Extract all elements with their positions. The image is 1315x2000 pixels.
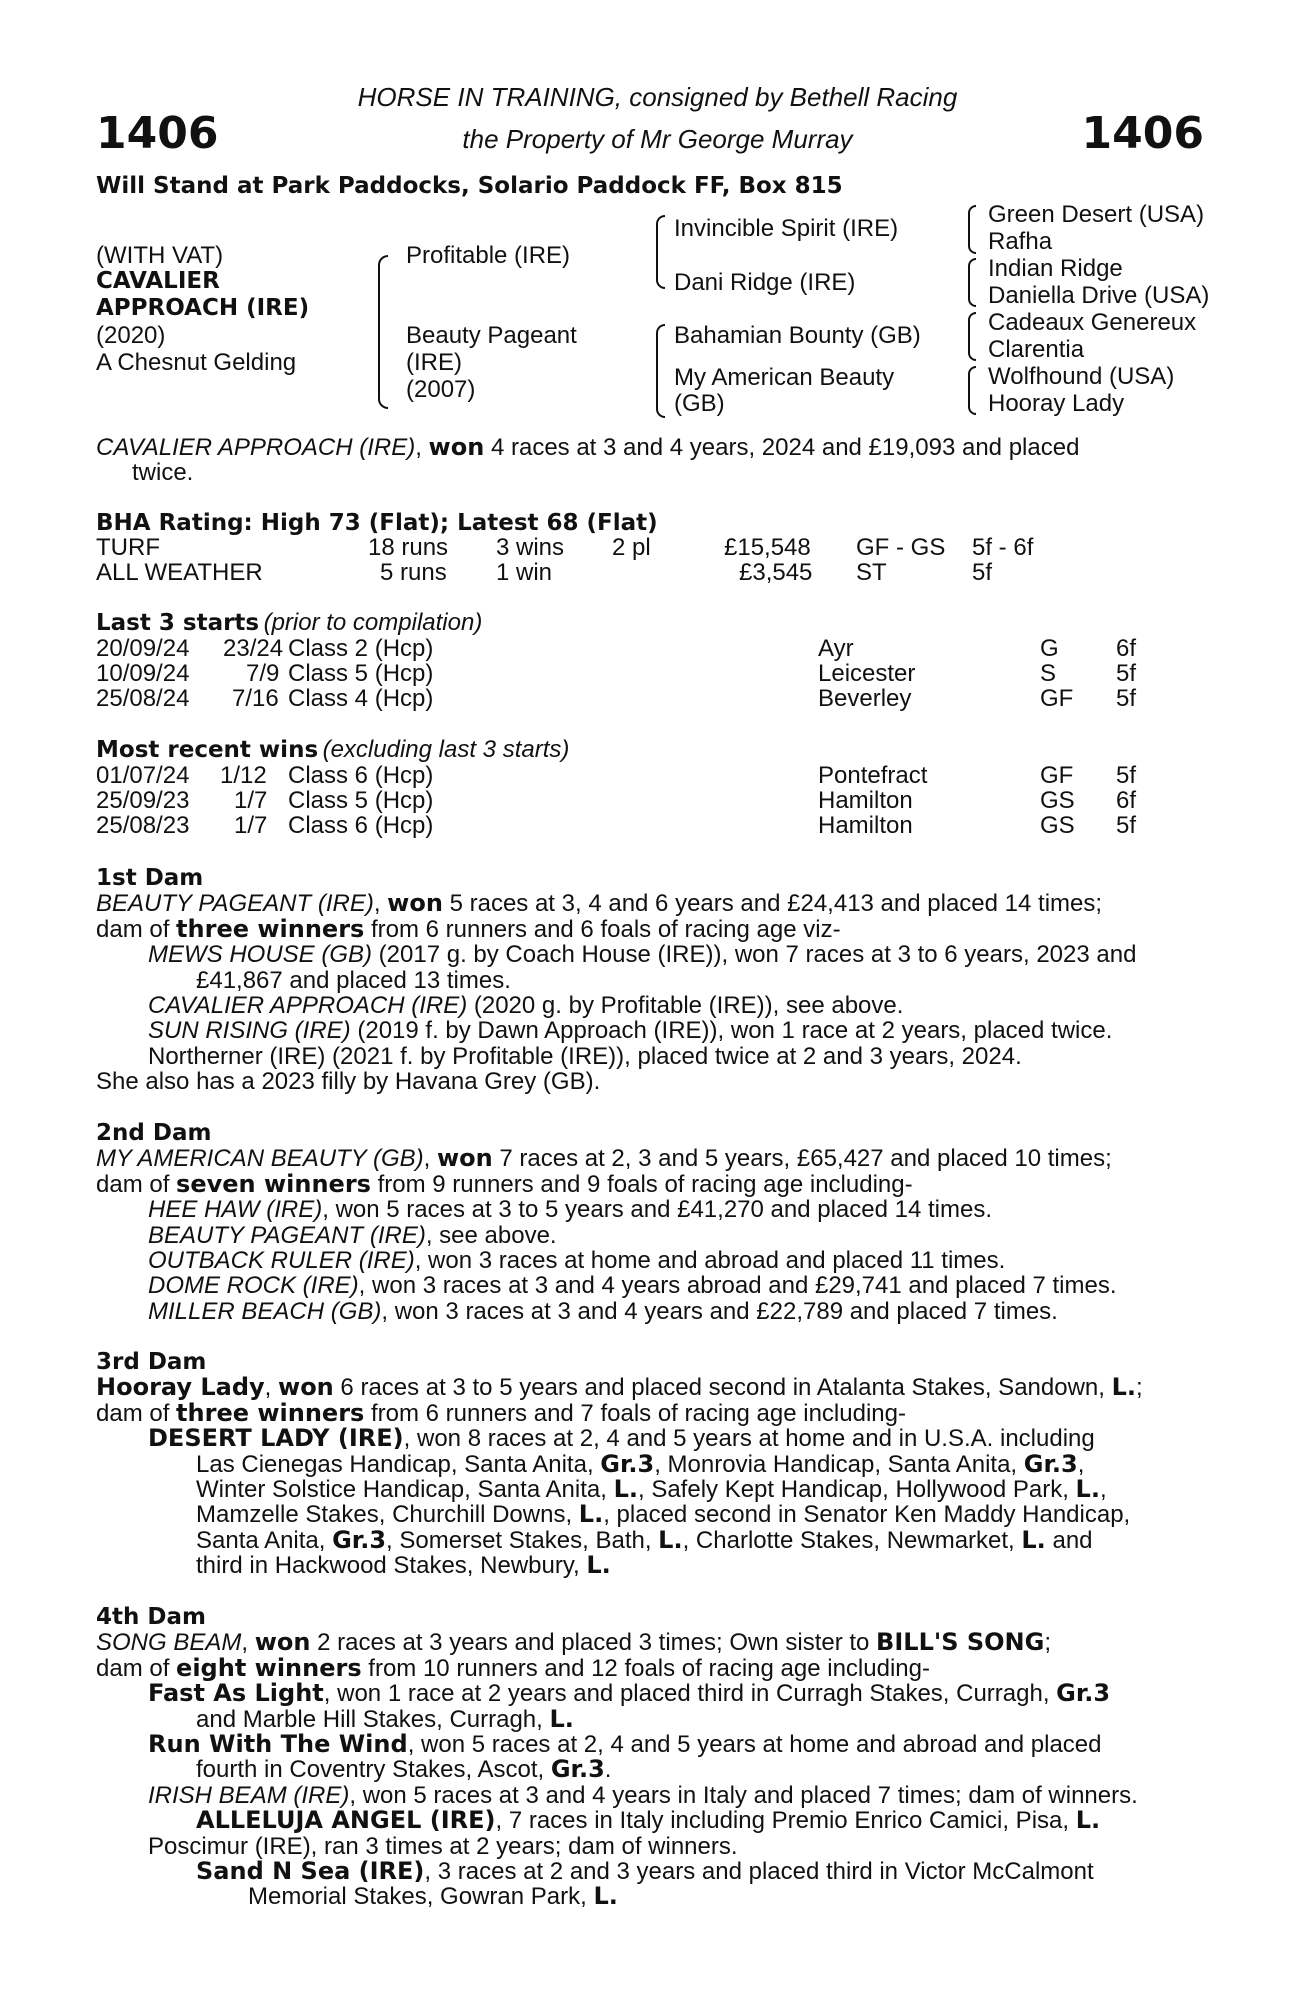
text: from 6 runners and 7 foals of racing age including- xyxy=(364,1399,906,1427)
lot-number-left: 1406 xyxy=(96,108,219,159)
race-course: Pontefract xyxy=(818,762,928,789)
pedigree-dds: Wolfhound (USA) xyxy=(988,363,1175,390)
progeny-record: (2017 g. by Coach House (IRE)), won 7 races at 3 to 6 years, 2023 and xyxy=(372,941,1137,969)
race-position: 23/24 xyxy=(223,635,284,662)
dam-note: She also has a 2023 filly by Havana Grey (GB). xyxy=(96,1068,601,1096)
progeny-record: , won 8 races at 2, 4 and 5 years at home and in U.S.A. including xyxy=(403,1425,1095,1453)
race-course: Ayr xyxy=(818,635,854,662)
pedigree-sire-dam: Dani Ridge (IRE) xyxy=(674,269,856,296)
bha-surface: TURF xyxy=(96,534,160,561)
progeny-name: MEWS HOUSE (GB) xyxy=(148,941,373,969)
race-date: 25/09/23 xyxy=(96,787,190,814)
progeny-name: CAVALIER APPROACH (IRE) xyxy=(148,992,468,1020)
progeny-record: , won 3 races at home and abroad and placed 11 times. xyxy=(414,1247,1006,1275)
pedigree-dam-sire: Bahamian Bounty (GB) xyxy=(674,322,921,349)
listed-tag: L. xyxy=(1075,1475,1100,1504)
pedigree-ddd: Hooray Lady xyxy=(988,390,1125,417)
text: dam of xyxy=(96,1170,177,1198)
race-date: 01/07/24 xyxy=(96,762,190,789)
grade-tag: Gr.3 xyxy=(550,1755,605,1784)
text: Las Cienegas Handicap, Santa Anita, xyxy=(196,1450,601,1478)
progeny-name: Sand N Sea (IRE) xyxy=(196,1857,425,1886)
progeny-name: OUTBACK RULER (IRE) xyxy=(148,1247,415,1275)
race-class: Class 2 (Hcp) xyxy=(288,635,434,662)
winners-count: three winners xyxy=(176,914,365,943)
race-class: Class 4 (Hcp) xyxy=(288,685,434,712)
text: and Marble Hill Stakes, Curragh, xyxy=(196,1705,550,1733)
listed-tag: L. xyxy=(1111,1373,1137,1402)
progeny-record: , won 5 races at 3 and 4 years in Italy and placed 7 times; dam of winners. xyxy=(349,1781,1138,1809)
progeny-record: , see above. xyxy=(425,1221,557,1249)
bha-going: GF - GS xyxy=(856,534,946,561)
race-date: 10/09/24 xyxy=(96,660,190,687)
listed-tag: L. xyxy=(586,1551,611,1580)
progeny-name: ALLELUJA ANGEL (IRE) xyxy=(196,1806,496,1835)
pedigree-dam-3: (2007) xyxy=(406,376,476,403)
text: dam of xyxy=(96,1654,177,1682)
summary-paragraph: CAVALIER APPROACH (IRE), won 4 races at 3 and 4 years, 2024 and £19,093 and placed twice. xyxy=(96,435,1206,486)
text: dam of xyxy=(96,915,177,943)
bha-distance: 5f - 6f xyxy=(972,534,1034,561)
pedigree-sdd: Daniella Drive (USA) xyxy=(988,282,1210,309)
text: , Safely Kept Handicap, Hollywood Park, xyxy=(637,1476,1076,1504)
race-distance: 5f xyxy=(1116,812,1137,839)
property-line: the Property of Mr George Murray xyxy=(462,124,853,154)
grade-tag: Gr.3 xyxy=(600,1449,655,1478)
horse-name-2: APPROACH (IRE) xyxy=(96,295,310,321)
race-distance: 6f xyxy=(1116,787,1137,814)
dam-name: BEAUTY PAGEANT (IRE) xyxy=(96,890,374,918)
pedigree-brace-2a xyxy=(656,215,665,289)
last3-heading-row xyxy=(96,610,482,636)
race-going: S xyxy=(1040,660,1057,687)
bha-placed: 2 pl xyxy=(612,534,651,561)
pedigree-brace-2b xyxy=(656,324,665,418)
fourth-dam-section: 4th Dam SONG BEAM, won 2 races at 3 years and placed 3 times; Own sister to BILL'S SONG; dam of eight winners from 10 runners and 12 foals of racing age including- Fast As Light, won 1 race at 2 years and placed third in Curragh Stakes, Curragh, Gr.3 and Marble Hill Stakes, Curragh, L. Run With The Wind, won 5 races at 2, 4 and 5 years at home and abroad and placed fourth in Coventry Stakes, Ascot, Gr.3. IRISH BEAM (IRE), won 5 races at 3 and 4 years in Italy and placed 7 times; dam of winners. ALLELUJA ANGEL (IRE), 7 races in Italy including Premio Enrico Camici, Pisa, L. Poscimur (IRE), ran 3 times at 2 years; dam of winners. Sand N Sea (IRE), 3 races at 2 and 3 years and placed third in Victor McCalmont Memorial Stakes, Gowran Park, L. xyxy=(96,1605,1206,1910)
pedigree-sire-sire: Invincible Spirit (IRE) xyxy=(674,215,899,242)
first-dam-section: 1st Dam BEAUTY PAGEANT (IRE), won 5 races at 3, 4 and 6 years and £24,413 and placed 14 times; dam of three winners from 6 runners and 6 foals of racing age viz- MEWS HOUSE (GB) (2017 g. by Coach House (IRE)), won 7 races at 3 to 6 years, 2023 and £41,867 and placed 13 times. CAVALIER APPROACH (IRE) (2020 g. by Profitable (IRE)), see above. SUN RISING (IRE) (2019 f. by Dawn Approach (IRE)), won 1 race at 2 years, placed twice. Northerner (IRE) (2021 f. by Profitable (IRE)), placed twice at 2 and 3 years, 2024. She also has a 2023 filly by Havana Grey (GB). xyxy=(96,866,1206,1095)
recent-heading: Most recent wins xyxy=(96,737,319,763)
race-date: 25/08/24 xyxy=(96,685,190,712)
pedigree-dam-dam-2: (GB) xyxy=(674,390,725,417)
race-class: Class 5 (Hcp) xyxy=(288,660,434,687)
race-going: GF xyxy=(1040,762,1074,789)
bha-prize: £15,548 xyxy=(724,534,811,561)
race-course: Hamilton xyxy=(818,787,913,814)
race-position: 1/7 xyxy=(234,812,268,839)
dam-record: 5 races at 3, 4 and 6 years and £24,413 and placed 14 times; xyxy=(442,890,1103,918)
race-distance: 5f xyxy=(1116,762,1137,789)
summary-horse-name: CAVALIER APPROACH (IRE) xyxy=(96,434,416,461)
listed-tag: L. xyxy=(1021,1525,1046,1554)
grade-tag: Gr.3 xyxy=(1056,1679,1111,1708)
bha-runs: 5 runs xyxy=(380,559,447,586)
race-going: GF xyxy=(1040,685,1074,712)
text: ; xyxy=(1044,1629,1051,1657)
won-label: won xyxy=(387,889,443,918)
text: , Charlotte Stakes, Newmarket, xyxy=(682,1526,1022,1554)
horse-year: (2020) xyxy=(96,322,166,349)
bha-going: ST xyxy=(856,559,887,586)
race-position: 7/16 xyxy=(232,685,279,712)
text: Santa Anita, xyxy=(196,1526,333,1554)
dam-record: 2 races at 3 years and placed 3 times; Own sister to xyxy=(310,1629,877,1657)
recent-heading-row xyxy=(96,737,569,763)
stand-location: Will Stand at Park Paddocks, Solario Paddock FF, Box 815 xyxy=(96,173,843,199)
progeny-name: MILLER BEACH (GB) xyxy=(148,1297,382,1325)
race-date: 20/09/24 xyxy=(96,635,190,662)
race-position: 1/12 xyxy=(220,762,267,789)
progeny-name: SUN RISING (IRE) xyxy=(148,1017,351,1045)
summary-text-2: twice. xyxy=(132,459,194,487)
recent-note: (excluding last 3 starts) xyxy=(322,736,570,763)
dam-name: Hooray Lady xyxy=(96,1373,265,1402)
progeny-name: DOME ROCK (IRE) xyxy=(148,1272,359,1300)
text: , xyxy=(1099,1476,1107,1504)
third-dam-section: 3rd Dam Hooray Lady, won 6 races at 3 to 5 years and placed second in Atalanta Stakes, Sandown, L.; dam of three winners from 6 runners and 7 foals of racing age including- DESERT LADY (IRE), won 8 races at 2, 4 and 5 years at home and in U.S.A. including Las Cienegas Handicap, Santa Anita, Gr.3, Monrovia Handicap, Santa Anita, Gr.3, Winter Solstice Handicap, Santa Anita, L., Safely Kept Handicap, Hollywood Park, L., Mamzelle Stakes, Churchill Downs, L., placed second in Senator Ken Maddy Handicap, Santa Anita, Gr.3, Somerset Stakes, Bath, L., Charlotte Stakes, Newmarket, L. and third in Hackwood Stakes, Newbury, L. xyxy=(96,1350,1206,1579)
progeny-record: , won 1 race at 2 years and placed third in Curragh Stakes, Curragh, xyxy=(323,1680,1057,1708)
bha-runs: 18 runs xyxy=(368,534,449,561)
progeny-name: HEE HAW (IRE) xyxy=(148,1196,323,1224)
text: and xyxy=(1045,1526,1093,1554)
race-going: GS xyxy=(1040,787,1075,814)
text: fourth in Coventry Stakes, Ascot, xyxy=(196,1756,551,1784)
race-class: Class 5 (Hcp) xyxy=(288,787,434,814)
text: dam of xyxy=(96,1399,177,1427)
text: third in Hackwood Stakes, Newbury, xyxy=(196,1552,587,1580)
winners-count: eight winners xyxy=(176,1653,362,1682)
lot-number-right: 1406 xyxy=(1081,108,1204,159)
bha-prize: £3,545 xyxy=(739,559,813,586)
pedigree-brace-1 xyxy=(378,255,388,409)
won-label: won xyxy=(278,1373,334,1402)
progeny-name: Fast As Light xyxy=(148,1679,324,1708)
summary-text: 4 races at 3 and 4 years, 2024 and £19,093 and placed xyxy=(484,434,1080,461)
progeny-record: , won 5 races at 2, 4 and 5 years at home and abroad and placed xyxy=(407,1731,1102,1759)
progeny-record: , won 3 races at 3 and 4 years abroad and £29,741 and placed 7 times. xyxy=(358,1272,1117,1300)
text: . xyxy=(604,1756,612,1784)
progeny-record: , 7 races in Italy including Premio Enrico Camici, Pisa, xyxy=(495,1807,1076,1835)
text: , xyxy=(1077,1450,1085,1478)
horse-name-1: CAVALIER xyxy=(96,268,220,294)
dam-record: 6 races at 3 to 5 years and placed second in Atalanta Stakes, Sandown, xyxy=(333,1374,1112,1402)
race-date: 25/08/23 xyxy=(96,812,190,839)
third-dam-heading: 3rd Dam xyxy=(96,1349,207,1375)
listed-tag: L. xyxy=(578,1500,604,1529)
pedigree-dss: Cadeaux Genereux xyxy=(988,309,1197,336)
pedigree-sire: Profitable (IRE) xyxy=(406,242,571,269)
last3-note: (prior to compilation) xyxy=(263,609,483,636)
progeny-record: (2020 g. by Profitable (IRE)), see above. xyxy=(467,992,904,1020)
listed-tag: L. xyxy=(613,1475,638,1504)
progeny-record: £41,867 and placed 13 times. xyxy=(196,966,511,994)
dam-record: 7 races at 2, 3 and 5 years, £65,427 and placed 10 times; xyxy=(492,1145,1112,1173)
progeny-record: Northerner (IRE) (2021 f. by Profitable (IRE)), placed twice at 2 and 3 years, 2024. xyxy=(148,1042,1022,1070)
text: Memorial Stakes, Gowran Park, xyxy=(248,1883,594,1911)
text: , Somerset Stakes, Bath, xyxy=(386,1526,659,1554)
listed-tag: L. xyxy=(1075,1806,1101,1835)
text: , placed second in Senator Ken Maddy Handicap, xyxy=(603,1501,1131,1529)
bha-wins: 3 wins xyxy=(496,534,565,561)
race-position: 7/9 xyxy=(246,660,280,687)
race-course: Leicester xyxy=(818,660,916,687)
dam-name: SONG BEAM xyxy=(96,1629,242,1657)
listed-tag: L. xyxy=(549,1704,574,1733)
race-class: Class 6 (Hcp) xyxy=(288,812,434,839)
bha-wins: 1 win xyxy=(496,559,553,586)
pedigree-sds: Indian Ridge xyxy=(988,255,1123,282)
race-class: Class 6 (Hcp) xyxy=(288,762,434,789)
pedigree-brace-3a xyxy=(968,205,976,254)
bha-distance: 5f xyxy=(972,559,993,586)
race-going: GS xyxy=(1040,812,1075,839)
winners-count: seven winners xyxy=(176,1169,371,1198)
race-distance: 5f xyxy=(1116,685,1137,712)
dam-name: MY AMERICAN BEAUTY (GB) xyxy=(96,1145,424,1173)
progeny-name: DESERT LADY (IRE) xyxy=(148,1424,404,1453)
text: from 10 runners and 12 foals of racing age including- xyxy=(361,1654,930,1682)
winners-count: three winners xyxy=(176,1398,365,1427)
summary-won: won xyxy=(428,433,485,461)
grade-tag: Gr.3 xyxy=(332,1525,387,1554)
progeny-name: Run With The Wind xyxy=(148,1730,408,1759)
progeny-name: IRISH BEAM (IRE) xyxy=(148,1781,350,1809)
progeny-record: , won 5 races at 3 to 5 years and £41,270 and placed 14 times. xyxy=(322,1196,992,1224)
pedigree-brace-3c xyxy=(968,312,976,361)
vat-label: (WITH VAT) xyxy=(96,242,224,269)
text: from 6 runners and 6 foals of racing age viz- xyxy=(364,915,841,943)
text: from 9 runners and 9 foals of racing age including- xyxy=(370,1170,913,1198)
last3-heading: Last 3 starts xyxy=(96,610,260,636)
progeny-record: , won 3 races at 3 and 4 years and £22,789 and placed 7 times. xyxy=(381,1297,1058,1325)
text: ; xyxy=(1136,1374,1143,1402)
bha-surface: ALL WEATHER xyxy=(96,559,263,586)
race-position: 1/7 xyxy=(234,787,268,814)
pedigree-ssd: Rafha xyxy=(988,228,1053,255)
text: Winter Solstice Handicap, Santa Anita, xyxy=(196,1476,614,1504)
consignor-line: HORSE IN TRAINING, consigned by Bethell Racing xyxy=(357,82,958,112)
horse-description: A Chesnut Gelding xyxy=(96,349,297,376)
second-dam-section: 2nd Dam MY AMERICAN BEAUTY (GB), won 7 races at 2, 3 and 5 years, £65,427 and placed 10 times; dam of seven winners from 9 runners and 9 foals of racing age including- HEE HAW (IRE), won 5 races at 3 to 5 years and £41,270 and placed 14 times. BEAUTY PAGEANT (IRE), see above. OUTBACK RULER (IRE), won 3 races at home and abroad and placed 11 times. DOME ROCK (IRE), won 3 races at 3 and 4 years abroad and £29,741 and placed 7 times. MILLER BEACH (GB), won 3 races at 3 and 4 years and £22,789 and placed 7 times. xyxy=(96,1121,1206,1324)
pedigree-brace-3b xyxy=(968,258,976,307)
pedigree-sss: Green Desert (USA) xyxy=(988,201,1205,228)
listed-tag: L. xyxy=(658,1525,683,1554)
grade-tag: Gr.3 xyxy=(1023,1449,1078,1478)
progeny-record: , 3 races at 2 and 3 years and placed third in Victor McCalmont xyxy=(424,1858,1094,1886)
pedigree-brace-3d xyxy=(968,366,976,415)
second-dam-heading: 2nd Dam xyxy=(96,1120,212,1146)
progeny-record: (2019 f. by Dawn Approach (IRE)), won 1 race at 2 years, placed twice. xyxy=(350,1017,1113,1045)
listed-tag: L. xyxy=(593,1882,618,1911)
race-going: G xyxy=(1040,635,1059,662)
first-dam-heading: 1st Dam xyxy=(96,865,204,891)
text: Mamzelle Stakes, Churchill Downs, xyxy=(196,1501,579,1529)
race-distance: 5f xyxy=(1116,660,1137,687)
pedigree-dam-2: (IRE) xyxy=(406,349,462,376)
fourth-dam-heading: 4th Dam xyxy=(96,1604,206,1630)
text: , Monrovia Handicap, Santa Anita, xyxy=(654,1450,1024,1478)
won-label: won xyxy=(254,1628,311,1657)
bha-heading: BHA Rating: High 73 (Flat); Latest 68 (Flat) xyxy=(96,510,658,536)
progeny-record: Poscimur (IRE), ran 3 times at 2 years; dam of winners. xyxy=(148,1832,738,1860)
race-course: Hamilton xyxy=(818,812,913,839)
sibling-name: BILL'S SONG xyxy=(876,1628,1045,1657)
won-label: won xyxy=(436,1144,493,1173)
progeny-name: BEAUTY PAGEANT (IRE) xyxy=(148,1221,426,1249)
pedigree-dam-dam-1: My American Beauty xyxy=(674,364,895,391)
race-course: Beverley xyxy=(818,685,912,712)
pedigree-dsd: Clarentia xyxy=(988,336,1085,363)
race-distance: 6f xyxy=(1116,635,1137,662)
pedigree-dam-1: Beauty Pageant xyxy=(406,322,577,349)
